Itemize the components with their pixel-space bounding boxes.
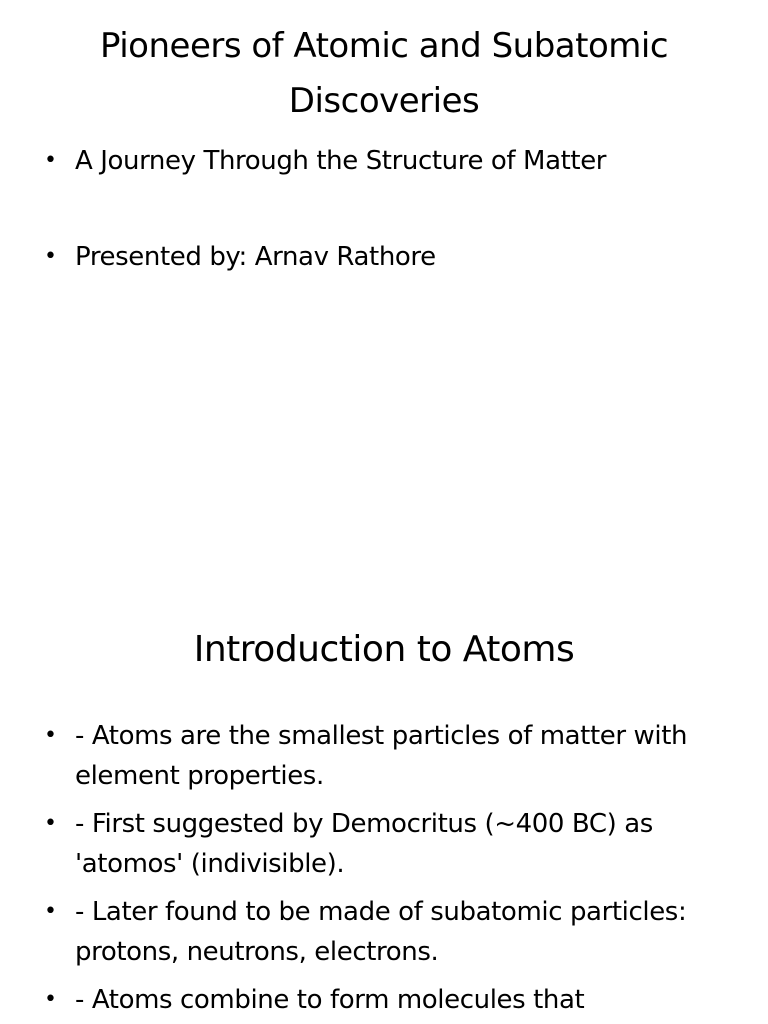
bullet-icon: • <box>44 244 57 269</box>
bullet-list <box>0 716 700 1024</box>
bullet-item <box>0 237 700 277</box>
slide-title: Pioneers of Atomic and Subatomic Discoveries <box>99 26 669 121</box>
bullet-text: - Atoms combine to form molecules that <box>75 985 585 1015</box>
bullet-icon: • <box>44 899 57 924</box>
bullet-text: A Journey Through the Structure of Matter <box>75 146 607 176</box>
bullet-text: Presented by: Arnav Rathore <box>75 242 436 272</box>
bullet-text: - First suggested by Democritus (~400 BC) as 'atomos' (indivisible). <box>75 809 653 879</box>
bullet-text: - Later found to be made of subatomic particles: protons, neutrons, electrons. <box>75 897 687 967</box>
bullet-icon: • <box>44 723 57 748</box>
bullet-icon: • <box>44 987 57 1012</box>
bullet-item <box>0 892 700 972</box>
bullet-text: - Atoms are the smallest particles of matter with element properties. <box>75 721 688 791</box>
bullet-list <box>0 141 700 333</box>
bullet-item <box>0 141 700 181</box>
bullet-item <box>0 980 700 1020</box>
bullet-icon: • <box>44 811 57 836</box>
bullet-item <box>0 716 700 796</box>
bullet-item <box>0 804 700 884</box>
bullet-icon: • <box>44 148 57 173</box>
slide-title: Introduction to Atoms <box>193 629 575 670</box>
intro-slide <box>0 576 768 1024</box>
